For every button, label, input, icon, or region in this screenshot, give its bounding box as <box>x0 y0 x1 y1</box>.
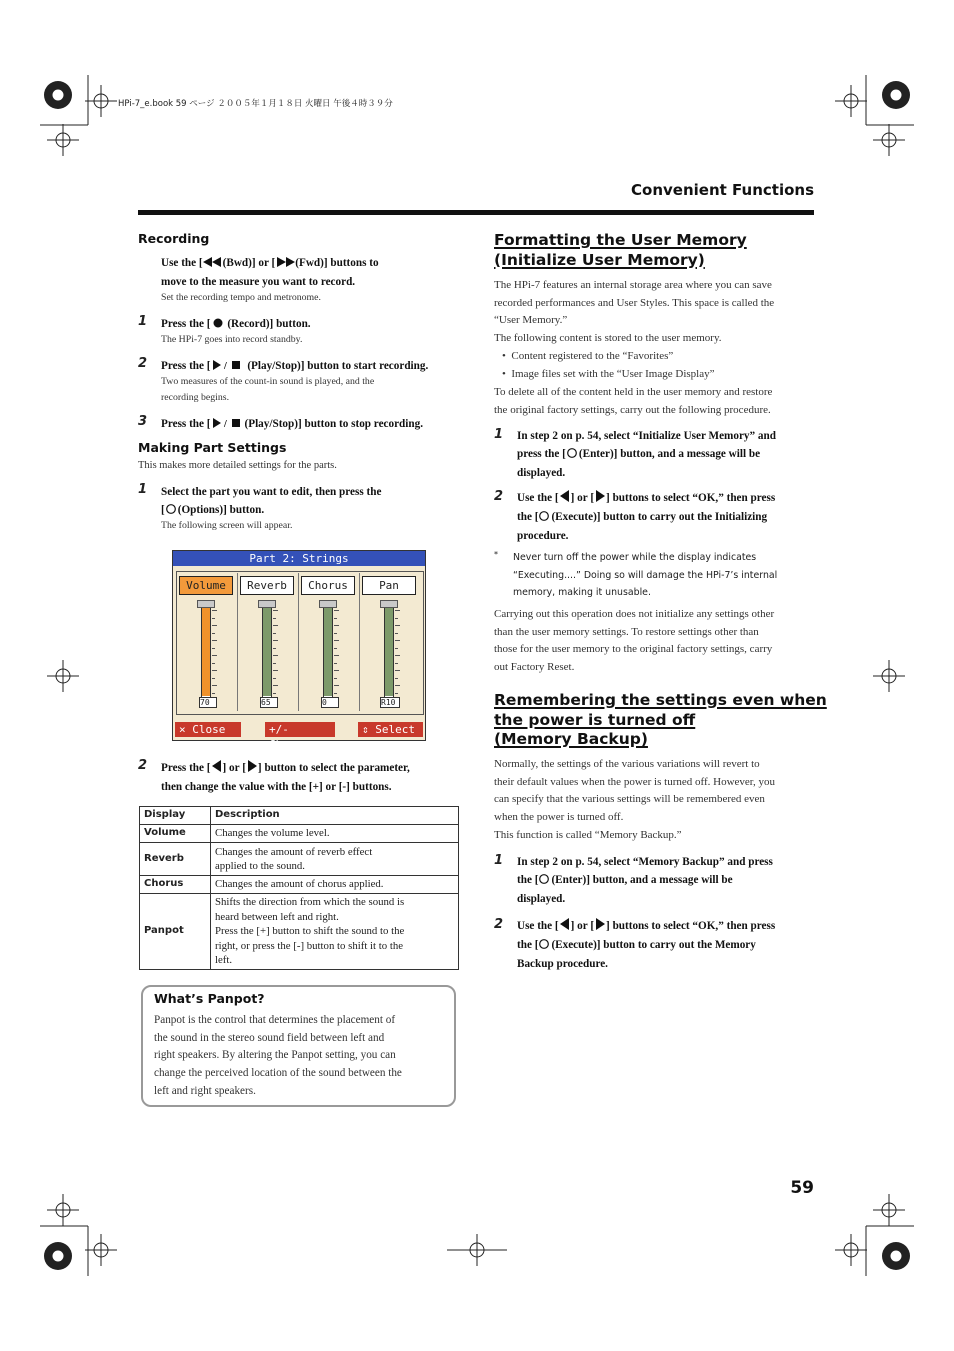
select-button[interactable]: ⇕ Select <box>358 722 423 737</box>
reverb-value: 65 <box>260 697 278 708</box>
left-arrow-icon <box>559 490 571 508</box>
step-number: 1 <box>494 427 504 442</box>
panpot-info-box <box>141 985 456 1107</box>
warning-mark: * <box>494 550 498 559</box>
fader-tick <box>395 625 400 626</box>
fader-tick <box>273 678 276 679</box>
recording-heading: Recording <box>138 231 210 246</box>
format-heading: Formatting the User Memory (Initialize User Memory) <box>494 231 747 269</box>
chorus-fader-fill <box>324 607 332 696</box>
table-row <box>140 894 459 970</box>
pan-fader-knob[interactable] <box>380 600 398 608</box>
fader-tick <box>334 655 339 656</box>
table-cell-description: Changes the amount of chorus applied. <box>211 876 459 894</box>
change-button[interactable]: +/- Change <box>265 722 335 737</box>
fast-forward-icon <box>275 255 295 273</box>
table-cell-display: Panpot <box>140 894 211 970</box>
reverb-fader-knob[interactable] <box>258 600 276 608</box>
record-step-1-note: The HPi-7 goes into record standby. <box>161 334 303 345</box>
fader-tick <box>334 663 337 664</box>
fader-tick <box>334 640 339 641</box>
backup-step-2: Use the [ ] or [ ] buttons to select “OK,” then press the [ (Execute)] button to carry out the Memory Backup procedure. <box>517 920 776 970</box>
tab-volume[interactable]: Volume <box>179 576 233 595</box>
fader-tick <box>334 685 339 686</box>
fader-tick <box>212 648 215 649</box>
step-number: 3 <box>138 414 148 429</box>
fader-tick <box>395 618 398 619</box>
format-intro: The HPi-7 features an internal storage area where you can save recorded performances and User Styles. This space is called the “User Memory.” The following content is stored to the user memory. <box>494 279 775 345</box>
volume-fader-knob[interactable] <box>197 600 215 608</box>
chorus-fader-knob[interactable] <box>319 600 337 608</box>
fader-tick <box>334 648 337 649</box>
left-arrow-icon <box>559 918 571 936</box>
fader-tick <box>212 610 217 611</box>
fader-tick <box>273 618 276 619</box>
fader-tick <box>212 633 215 634</box>
part-step-1: Select the part you want to edit, then press the [ (Options)] button. <box>161 483 381 520</box>
fader-tick <box>212 618 215 619</box>
record-step-1: Press the [ (Record)] button. <box>161 315 311 334</box>
fader-tick <box>273 610 278 611</box>
record-step-3: Press the [ / (Play/Stop)] button to stop recording. <box>161 415 423 434</box>
step-number: 2 <box>138 356 148 371</box>
step-number: 1 <box>494 853 504 868</box>
fader-tick <box>212 685 217 686</box>
right-arrow-icon <box>246 760 258 778</box>
page-number: 59 <box>790 1178 814 1198</box>
backup-heading: Remembering the settings even when the power is turned off (Memory Backup) <box>494 691 827 748</box>
table-cell-description: Changes the amount of reverb effect applied to the sound. <box>211 843 459 876</box>
part-settings-screen <box>172 550 426 751</box>
list-item: • Content registered to the “Favorites” <box>502 350 674 362</box>
fader-tick <box>273 648 276 649</box>
fader-tick <box>334 618 337 619</box>
table-cell-display: Reverb <box>140 843 211 876</box>
right-arrow-icon <box>594 490 606 508</box>
fader-tick <box>395 633 398 634</box>
fader-tick <box>212 670 217 671</box>
warning-note: Never turn off the power while the display indicates “Executing....” Doing so will damage the HPi-7’s internal memory, making it unusable. <box>513 552 778 598</box>
section-title: Convenient Functions <box>631 181 814 199</box>
fader-tick <box>273 633 276 634</box>
step-number: 2 <box>494 917 504 932</box>
fader-tick <box>273 693 276 694</box>
fader-tick <box>334 633 337 634</box>
tab-reverb[interactable]: Reverb <box>240 576 294 595</box>
panpot-heading: What’s Panpot? <box>154 991 265 1006</box>
volume-fader-fill <box>202 607 210 696</box>
fader-tick <box>273 655 278 656</box>
print-header-text: HPi-7_e.book 59 ページ ２００５年１月１８日 火曜日 午後４時３９分 <box>118 99 393 109</box>
format-step-1: In step 2 on p. 54, select “Initialize User Memory” and press the [ (Enter)] button, and a message will be displayed. <box>517 430 776 479</box>
rewind-icon <box>203 255 223 273</box>
format-after-note: Carrying out this operation does not initialize any settings other than the user memory settings. To restore settings other than those for the user memory to the original factory settings, carry out Factory Reset. <box>494 608 775 674</box>
fader-tick <box>395 610 400 611</box>
svg-text:/: / <box>223 419 227 428</box>
fader-tick <box>395 663 398 664</box>
enter-circle-icon <box>566 446 579 464</box>
fader-tick <box>395 655 400 656</box>
backup-step-1: In step 2 on p. 54, select “Memory Backup” and press the [ (Enter)] button, and a message will be displayed. <box>517 856 773 905</box>
fader-tick <box>212 640 217 641</box>
execute-circle-icon <box>538 937 551 955</box>
tab-pan[interactable]: Pan <box>362 576 416 595</box>
chorus-value: 0 <box>321 697 339 708</box>
fader-tick <box>212 655 217 656</box>
parameter-table <box>139 806 459 970</box>
table-cell-description: Shifts the direction from which the sound is heard between left and right. Press the [+] button to shift the sound to the right, or press the [-] button to shift it to the left. <box>211 894 459 970</box>
table-row <box>140 825 459 843</box>
fader-tick <box>395 648 398 649</box>
fader-tick <box>395 670 400 671</box>
fader-tick <box>273 625 278 626</box>
backup-intro: Normally, the settings of the various variations will revert to their default values when the power is turned off. However, you can specify that the various settings will be remembered even when the power is turned off. This function is called “Memory Backup.” <box>494 758 775 841</box>
reverb-fader-fill <box>263 607 271 696</box>
part-step-1-note: The following screen will appear. <box>161 520 293 531</box>
part-settings-heading: Making Part Settings <box>138 440 287 455</box>
fader-tick <box>395 693 398 694</box>
close-button[interactable]: × Close <box>175 722 241 737</box>
table-row <box>140 876 459 894</box>
recording-intro: Use the [ (Bwd)] or [ (Fwd)] buttons to move to the measure you want to record. <box>161 257 379 288</box>
table-header-row <box>140 807 459 825</box>
fader-tick <box>334 625 339 626</box>
fader-tick <box>395 678 398 679</box>
fader-tick <box>334 693 337 694</box>
fader-tick <box>395 685 400 686</box>
fader-tick <box>273 640 278 641</box>
tab-chorus[interactable]: Chorus <box>301 576 355 595</box>
table-cell-description: Changes the volume level. <box>211 825 459 843</box>
fader-tick <box>334 610 339 611</box>
pan-value: R10 <box>380 697 400 708</box>
part-step-2: Press the [ ] or [ ] button to select the parameter, then change the value with the [+] or [-] buttons. <box>161 762 410 793</box>
format-intro-2: To delete all of the content held in the user memory and restore the original factory settings, carry out the following procedure. <box>494 386 773 416</box>
table-header: Description <box>211 807 459 825</box>
pan-fader-fill <box>385 607 393 696</box>
record-step-2: Press the [ / (Play/Stop)] button to start recording. <box>161 357 428 376</box>
table-cell-display: Volume <box>140 825 211 843</box>
fader-tick <box>212 625 217 626</box>
fader-tick <box>273 663 276 664</box>
fader-tick <box>334 678 337 679</box>
format-bullets <box>502 348 714 383</box>
step-number: 2 <box>494 489 504 504</box>
right-arrow-icon <box>594 918 606 936</box>
play-stop-icon <box>211 416 245 434</box>
svg-text:/: / <box>223 361 227 370</box>
recording-intro-note: Set the recording tempo and metronome. <box>161 292 321 303</box>
fader-tick <box>334 670 339 671</box>
format-step-2: Use the [ ] or [ ] buttons to select “OK,” then press the [ (Execute)] button to carry out the Initializing procedure. <box>517 492 776 542</box>
fader-tick <box>212 693 215 694</box>
enter-circle-icon <box>538 872 551 890</box>
step-number: 1 <box>138 314 148 329</box>
list-item: • Image files set with the “User Image Display” <box>502 367 715 380</box>
part-settings-intro: This makes more detailed settings for the parts. <box>138 460 337 471</box>
left-arrow-icon <box>211 760 223 778</box>
fader-tick <box>273 670 278 671</box>
step-number: 2 <box>138 758 148 773</box>
fader-tick <box>212 663 215 664</box>
table-header: Display <box>140 807 211 825</box>
record-step-2-note: Two measures of the count-in sound is played, and the recording begins. <box>161 376 375 403</box>
fader-tick <box>395 640 400 641</box>
fader-tick <box>212 678 215 679</box>
execute-circle-icon <box>538 509 551 527</box>
fader-tick <box>273 685 278 686</box>
step-number: 1 <box>138 482 148 497</box>
volume-value: 70 <box>199 697 217 708</box>
table-cell-display: Chorus <box>140 876 211 894</box>
screen-title: Part 2: Strings <box>173 551 425 566</box>
panpot-text: Panpot is the control that determines the placement of the sound in the stereo sound field between left and right speakers. By altering the Panpot setting, you can change the perceived location of the sound between the left and right speakers. <box>154 1014 402 1097</box>
header-rule <box>138 210 814 215</box>
table-row <box>140 843 459 876</box>
